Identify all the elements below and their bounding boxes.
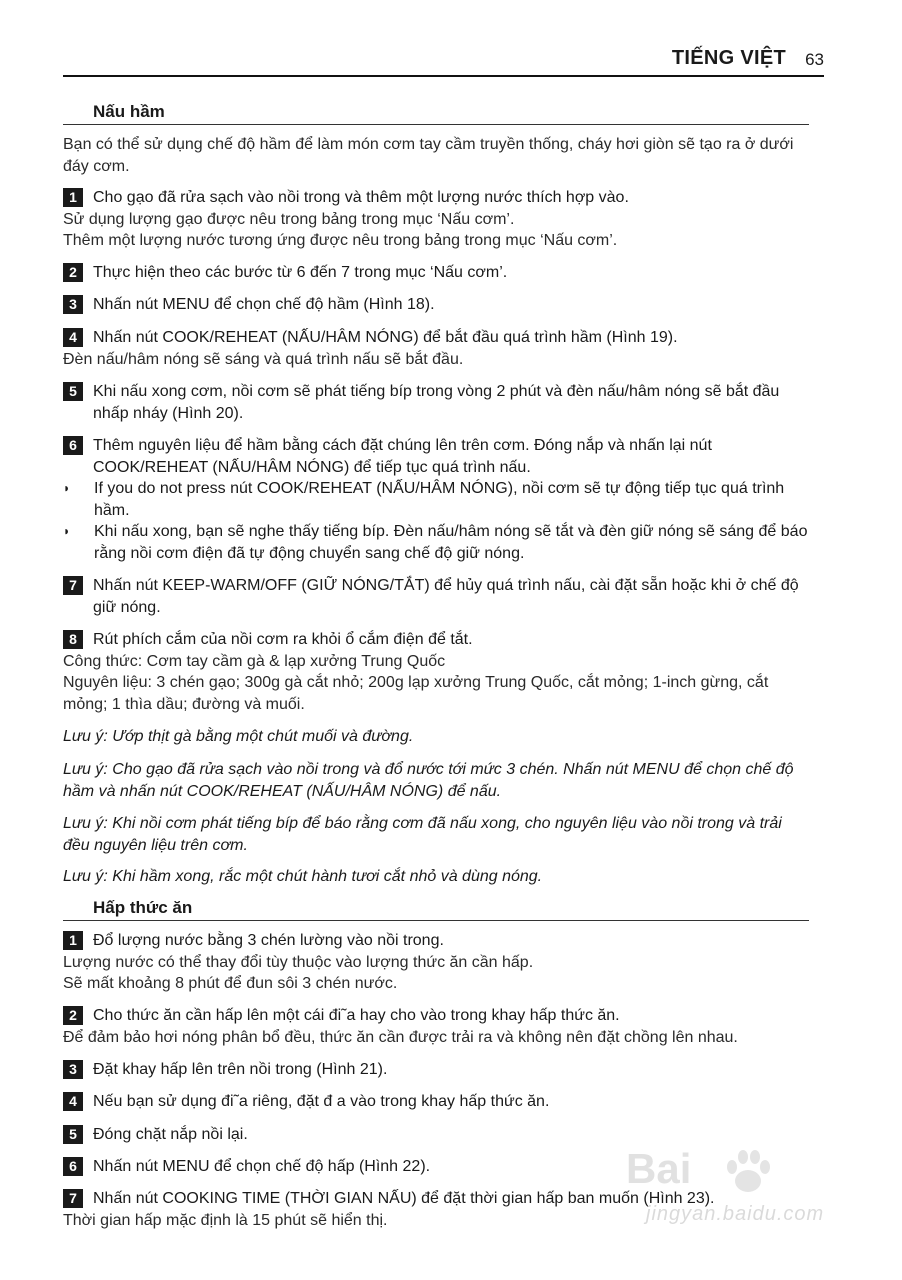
step-subtext: Thời gian hấp mặc định là 15 phút sẽ hiển thị. xyxy=(63,1211,388,1229)
step-number: 4 xyxy=(63,328,83,347)
step-text: Nhấn nút COOK/REHEAT (NẤU/HÂM NÓNG) để bắt đầu quá trình hầm (Hình 19). xyxy=(93,329,678,346)
step-text: Đặt khay hấp lên trên nồi trong (Hình 21). xyxy=(93,1061,388,1078)
step-7 xyxy=(63,575,811,618)
note-1 xyxy=(63,726,811,748)
step-text: Khi nấu xong cơm, nồi cơm sẽ phát tiếng bíp trong vòng 2 phút và đèn nấu/hâm nóng sẽ bắt đầu nhấp nháy (Hình 20). xyxy=(93,383,780,422)
page-number: 63 xyxy=(805,50,824,69)
step-text: Nhấn nút MENU để chọn chế độ hấp (Hình 22). xyxy=(93,1158,431,1175)
steam-step-2 xyxy=(63,1005,811,1048)
section-title-stew: Nấu hầm xyxy=(93,102,165,121)
header-rule xyxy=(63,75,824,77)
step-number: 3 xyxy=(63,295,83,314)
step-text: Cho gạo đã rửa sạch vào nồi trong và thêm một lượng nước thích hợp vào. xyxy=(93,189,629,206)
step-text: Cho thức ăn cần hấp lên một cái đi˜a hay cho vào trong khay hấp thức ăn. xyxy=(93,1007,620,1024)
section-title-steam: Hấp thức ăn xyxy=(93,898,193,917)
step-text: Thực hiện theo các bước từ 6 đến 7 trong mục ‘Nấu cơm’. xyxy=(93,264,508,281)
step-number: 1 xyxy=(63,188,83,207)
note-text: Lưu ý: Khi hầm xong, rắc một chút hành tươi cắt nhỏ và dùng nóng. xyxy=(63,868,543,885)
step-text: Rút phích cắm của nồi cơm ra khỏi ổ cắm điện để tắt. xyxy=(93,631,473,648)
bullet-icon: ◗ xyxy=(63,524,71,538)
step-number: 6 xyxy=(63,1157,83,1176)
step-subtext: Thêm một lượng nước tương ứng được nêu trong bảng trong mục ‘Nấu cơm’. xyxy=(63,232,618,249)
step-text: Nếu bạn sử dụng đi˜a riêng, đặt đ a vào trong khay hấp thức ăn. xyxy=(93,1093,550,1110)
step-1 xyxy=(63,187,811,252)
bullet-icon: ◗ xyxy=(63,481,71,495)
step-number: 4 xyxy=(63,1092,83,1111)
step-4 xyxy=(63,327,811,370)
step-2 xyxy=(63,262,811,284)
section-intro xyxy=(63,134,811,177)
step-subtext: Sử dụng lượng gạo được nêu trong bảng trong mục ‘Nấu cơm’. xyxy=(63,210,515,228)
step-subtext: Để đảm bảo hơi nóng phân bổ đều, thức ăn cần được trải ra và không nên đặt chồng lên nhau. xyxy=(63,1028,738,1046)
step-number: 5 xyxy=(63,382,83,401)
step-number: 2 xyxy=(63,263,83,282)
step-number: 8 xyxy=(63,630,83,649)
section-rule xyxy=(63,920,809,921)
bullet-item xyxy=(63,478,811,521)
header-language: TIẾNG VIỆT xyxy=(671,47,786,69)
paw-icon xyxy=(718,1145,778,1197)
bullet-item xyxy=(63,521,811,564)
note-text: Lưu ý: Khi nồi cơm phát tiếng bíp để báo rằng cơm đã nấu xong, cho nguyên liệu vào nồi trong và trải đều nguyên liệu trên cơm. xyxy=(63,815,782,854)
steam-step-3 xyxy=(63,1059,811,1081)
step-text: Đổ lượng nước bằng 3 chén lường vào nồi trong. xyxy=(93,932,444,949)
step-6 xyxy=(63,435,811,564)
note-2 xyxy=(63,759,811,802)
steam-step-1 xyxy=(63,930,811,995)
bullet-text: If you do not press nút COOK/REHEAT (NẤU/HÂM NÓNG), nồi cơm sẽ tự động tiếp tục quá trình hầm. xyxy=(94,480,785,519)
step-subtext: Lượng nước có thể thay đổi tùy thuộc vào lượng thức ăn cần hấp. xyxy=(63,953,534,971)
step-number: 7 xyxy=(63,576,83,595)
watermark-logo: Bai xyxy=(626,1145,692,1192)
step-number: 7 xyxy=(63,1189,83,1208)
ingredients-text: Nguyên liệu: 3 chén gạo; 300g gà cắt nhỏ; 200g lạp xưởng Trung Quốc, cắt mỏng; 1-inch gừng, cắt mỏng; 1 thìa dầu; đường và muối. xyxy=(63,674,769,713)
step-number: 1 xyxy=(63,931,83,950)
bullet-text: Khi nấu xong, bạn sẽ nghe thấy tiếng bíp. Đèn nấu/hâm nóng sẽ tắt và đèn giữ nóng sẽ sáng để báo rằng nồi cơm điện đã tự động chuyển sang chế độ giữ nóng. xyxy=(94,523,808,562)
intro-text: Bạn có thể sử dụng chế độ hầm để làm món cơm tay cầm truyền thống, cháy hơi giòn sẽ tạo ra ở dưới đáy cơm. xyxy=(63,136,794,175)
step-8 xyxy=(63,629,811,715)
step-number: 3 xyxy=(63,1060,83,1079)
baidu-watermark xyxy=(626,1145,852,1235)
section-rule xyxy=(63,124,809,125)
step-subtext: Sẽ mất khoảng 8 phút để đun sôi 3 chén nước. xyxy=(63,975,398,992)
page-header xyxy=(0,44,902,74)
step-5 xyxy=(63,381,811,424)
step-subtext: Đèn nấu/hâm nóng sẽ sáng và quá trình nấu sẽ bắt đầu. xyxy=(63,350,464,368)
step-text: Nhấn nút KEEP-WARM/OFF (GIỮ NÓNG/TẮT) để hủy quá trình nấu, cài đặt sẵn hoặc khi ở chế độ giữ nóng. xyxy=(93,577,799,616)
note-text: Lưu ý: Ướp thịt gà bằng một chút muối và đường. xyxy=(63,728,414,745)
step-number: 5 xyxy=(63,1125,83,1144)
note-text: Lưu ý: Cho gạo đã rửa sạch vào nồi trong và đổ nước tới mức 3 chén. Nhấn nút MENU để chọn chế độ hầm và nhấn nút COOK/REHEAT (NẤU/HÂM NÓNG) để nấu. xyxy=(63,761,794,800)
step-number: 2 xyxy=(63,1006,83,1025)
recipe-text: Công thức: Cơm tay cầm gà & lạp xưởng Trung Quốc xyxy=(63,652,446,670)
step-text: Nhấn nút COOKING TIME (THỜI GIAN NẤU) để đặt thời gian hấp ban muốn (Hình 23). xyxy=(93,1190,715,1207)
note-4 xyxy=(63,866,811,888)
steam-step-5 xyxy=(63,1124,811,1146)
step-text: Đóng chặt nắp nồi lại. xyxy=(93,1126,248,1143)
step-number: 6 xyxy=(63,436,83,455)
step-3 xyxy=(63,294,811,316)
steam-step-4 xyxy=(63,1091,811,1113)
note-3 xyxy=(63,813,811,856)
step-text: Thêm nguyên liệu để hầm bằng cách đặt chúng lên trên cơm. Đóng nắp và nhấn lại nút COOK/REHEAT (NẤU/HÂM NÓNG) để tiếp tục quá trình nấu. xyxy=(93,437,712,476)
step-text: Nhấn nút MENU để chọn chế độ hầm (Hình 18). xyxy=(93,296,435,313)
watermark-url: jingyan.baidu.com xyxy=(646,1203,825,1225)
